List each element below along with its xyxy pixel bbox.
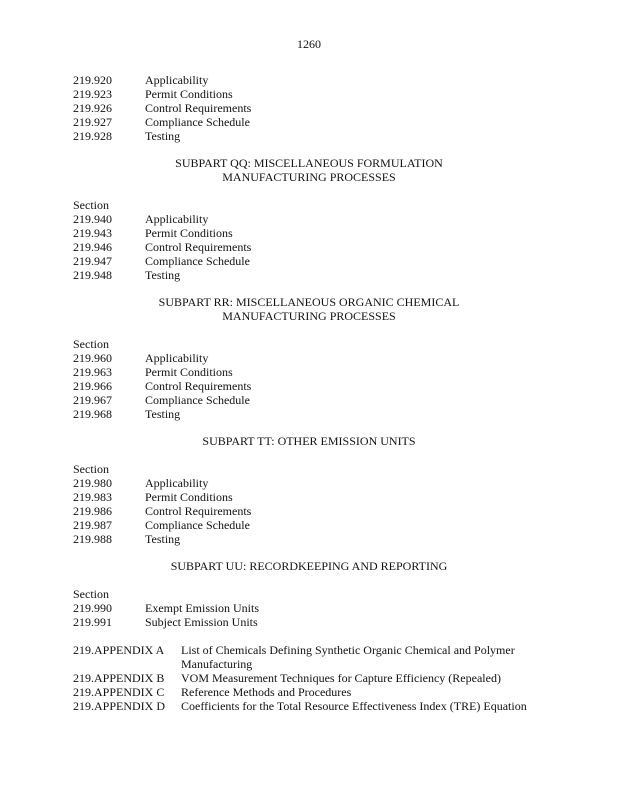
section-label: Section <box>73 462 109 476</box>
section-row <box>73 601 593 615</box>
section-label: Section <box>73 198 109 212</box>
section-title: Compliance Schedule <box>145 518 250 532</box>
section-row <box>73 615 593 629</box>
section-number: 219.991 <box>73 615 112 629</box>
section-title: Compliance Schedule <box>145 254 250 268</box>
intro-section-list <box>73 73 593 143</box>
section-title: Subject Emission Units <box>145 615 258 629</box>
section-title: Control Requirements <box>145 101 252 115</box>
section-number: 219.927 <box>73 115 112 129</box>
section-number: 219.983 <box>73 490 112 504</box>
section-label: Section <box>73 337 109 351</box>
section-title: Testing <box>145 268 181 282</box>
section-number: 219.943 <box>73 226 112 240</box>
section-number: 219.986 <box>73 504 112 518</box>
section-title: Compliance Schedule <box>145 393 250 407</box>
subpart-heading-line: SUBPART TT: OTHER EMISSION UNITS <box>202 434 416 448</box>
section-number: 219.968 <box>73 407 112 421</box>
appendix-number: 219.APPENDIX C <box>73 685 165 699</box>
section-title: Applicability <box>145 73 209 87</box>
section-title: Applicability <box>145 212 209 226</box>
section-number: 219.966 <box>73 379 112 393</box>
appendix-title: List of Chemicals Defining Synthetic Organic Chemical and Polymer <box>181 643 515 657</box>
section-row <box>73 379 593 393</box>
section-row <box>73 393 593 407</box>
section-row <box>73 115 593 129</box>
section-title: Testing <box>145 532 181 546</box>
section-number: 219.946 <box>73 240 112 254</box>
appendix-number: 219.APPENDIX B <box>73 671 165 685</box>
section-title: Testing <box>145 129 181 143</box>
section-number: 219.947 <box>73 254 112 268</box>
subpart-uu-section-list <box>73 587 593 629</box>
section-title: Applicability <box>145 351 209 365</box>
section-title: Permit Conditions <box>145 365 233 379</box>
section-title: Control Requirements <box>145 504 252 518</box>
section-title: Testing <box>145 407 181 421</box>
section-title: Permit Conditions <box>145 226 233 240</box>
subpart-heading-line: SUBPART QQ: MISCELLANEOUS FORMULATION <box>175 156 443 170</box>
section-row <box>73 129 593 143</box>
section-number: 219.987 <box>73 518 112 532</box>
section-row <box>73 212 593 226</box>
section-row <box>73 490 593 504</box>
section-number: 219.948 <box>73 268 112 282</box>
subpart-heading-line: MANUFACTURING PROCESSES <box>222 170 396 184</box>
section-row <box>73 351 593 365</box>
appendix-row <box>73 685 593 699</box>
section-number: 219.920 <box>73 73 112 87</box>
section-label: Section <box>73 587 109 601</box>
section-title: Applicability <box>145 476 209 490</box>
section-row <box>73 101 593 115</box>
appendix-row <box>73 643 593 671</box>
appendix-number: 219.APPENDIX D <box>73 699 166 713</box>
subpart-heading-line: MANUFACTURING PROCESSES <box>222 309 396 323</box>
section-title: Compliance Schedule <box>145 115 250 129</box>
section-number: 219.980 <box>73 476 112 490</box>
section-number: 219.963 <box>73 365 112 379</box>
appendix-title: Coefficients for the Total Resource Effectiveness Index (TRE) Equation <box>181 699 527 713</box>
section-number: 219.928 <box>73 129 112 143</box>
section-number: 219.967 <box>73 393 112 407</box>
section-number: 219.926 <box>73 101 112 115</box>
section-row <box>73 365 593 379</box>
section-row <box>73 518 593 532</box>
appendix-title-continued: Manufacturing <box>181 657 253 671</box>
appendix-title: Reference Methods and Procedures <box>181 685 352 699</box>
section-number: 219.940 <box>73 212 112 226</box>
subpart-rr-heading <box>0 295 618 323</box>
section-title: Control Requirements <box>145 379 252 393</box>
section-number: 219.960 <box>73 351 112 365</box>
section-row <box>73 254 593 268</box>
section-title: Control Requirements <box>145 240 252 254</box>
appendix-row <box>73 699 593 713</box>
section-row <box>73 532 593 546</box>
section-row <box>73 407 593 421</box>
subpart-heading-line: SUBPART RR: MISCELLANEOUS ORGANIC CHEMICAL <box>158 295 460 309</box>
section-row <box>73 226 593 240</box>
subpart-qq-section-list <box>73 198 593 282</box>
section-number: 219.988 <box>73 532 112 546</box>
subpart-rr-section-list <box>73 337 593 421</box>
section-row <box>73 504 593 518</box>
section-row <box>73 240 593 254</box>
section-row <box>73 268 593 282</box>
section-row <box>73 87 593 101</box>
section-row <box>73 73 593 87</box>
subpart-tt-heading <box>0 434 618 448</box>
section-row <box>73 476 593 490</box>
section-title: Permit Conditions <box>145 490 233 504</box>
section-number: 219.990 <box>73 601 112 615</box>
section-title: Exempt Emission Units <box>145 601 259 615</box>
page-number: 1260 <box>297 37 321 51</box>
subpart-tt-section-list <box>73 462 593 546</box>
appendix-list <box>73 643 593 713</box>
section-title: Permit Conditions <box>145 87 233 101</box>
subpart-heading-line: SUBPART UU: RECORDKEEPING AND REPORTING <box>170 559 448 573</box>
section-number: 219.923 <box>73 87 112 101</box>
appendix-title: VOM Measurement Techniques for Capture Efficiency (Repealed) <box>181 671 501 685</box>
subpart-qq-heading <box>0 156 618 184</box>
subpart-uu-heading <box>0 559 618 573</box>
appendix-number: 219.APPENDIX A <box>73 643 165 657</box>
appendix-row <box>73 671 593 685</box>
